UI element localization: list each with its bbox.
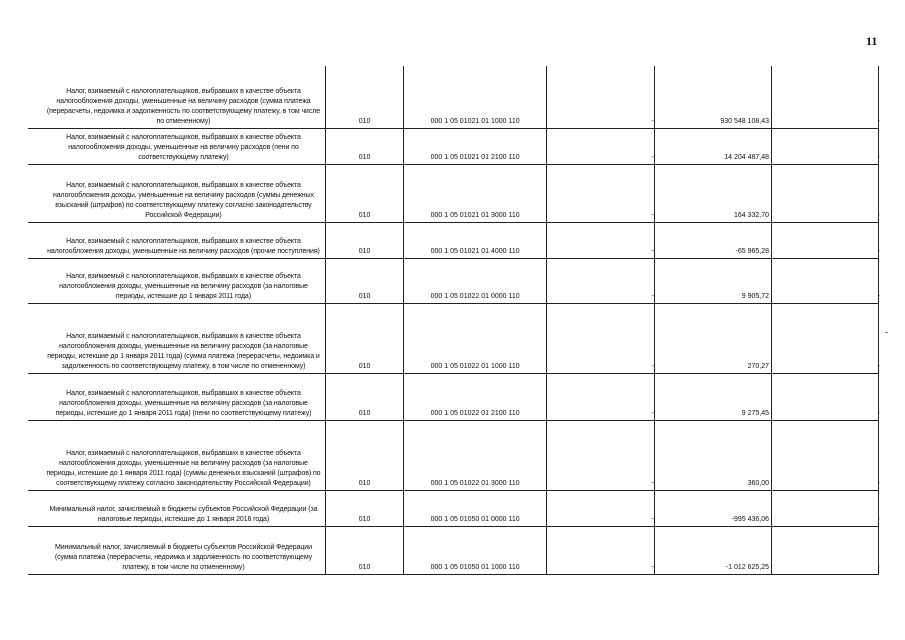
empty-cell [546,128,654,164]
dash-mark: - [651,247,654,255]
row-amount: -1 012 625,25 [654,526,771,574]
empty-cell [772,490,879,526]
empty-cell [546,303,654,373]
row-code: 010 [325,258,403,303]
dash-mark: - [651,292,654,300]
empty-cell [546,66,654,128]
table-row [28,164,879,222]
empty-cell [546,420,654,490]
dash-mark: - [877,153,880,161]
empty-cell [772,420,879,490]
margin-dash-mark: - [885,327,888,337]
dash-mark: - [877,292,880,300]
row-code: 010 [325,222,403,258]
empty-cell [772,128,879,164]
table-row [28,490,879,526]
row-code: 010 [325,373,403,420]
page-number: 11 [866,34,878,48]
dash-mark: - [651,515,654,523]
empty-cell [546,526,654,574]
dash-mark: - [651,117,654,125]
empty-cell [772,303,879,373]
dash-mark: - [877,362,880,370]
row-kbk: 000 1 05 01021 01 4000 110 [404,222,547,258]
dash-mark: - [877,247,880,255]
empty-cell [546,490,654,526]
dash-mark: - [877,563,880,571]
table-row [28,222,879,258]
table-row [28,258,879,303]
row-code: 010 [325,303,403,373]
row-name: Налог, взимаемый с налогоплательщиков, выбравших в качестве объекта налогообложения доходы, уменьшенные на величину расходов (прочие поступления) [28,222,325,258]
row-amount: 9 905,72 [654,258,771,303]
row-name: Налог, взимаемый с налогоплательщиков, выбравших в качестве объекта налогообложения доходы, уменьшенные на величину расходов (пени по соответствующему платежу) [28,128,325,164]
empty-cell [546,222,654,258]
table-row [28,526,879,574]
row-name: Налог, взимаемый с налогоплательщиков, выбравших в качестве объекта налогообложения доходы, уменьшенные на величину расходов (за налоговые периоды, истекшие до 1 января 2011 года) [28,258,325,303]
row-kbk: 000 1 05 01050 01 0000 110 [404,490,547,526]
row-code: 010 [325,66,403,128]
dash-mark: - [651,409,654,417]
dash-mark: - [651,362,654,370]
table-row [28,303,879,373]
empty-cell [546,164,654,222]
row-code: 010 [325,164,403,222]
row-amount: 164 332,70 [654,164,771,222]
row-amount: 14 204 487,48 [654,128,771,164]
row-kbk: 000 1 05 01022 01 0000 110 [404,258,547,303]
dash-mark: - [877,117,880,125]
table-row [28,66,879,128]
dash-mark: - [877,211,880,219]
row-name: Налог, взимаемый с налогоплательщиков, выбравших в качестве объекта налогообложения доходы, уменьшенные на величину расходов (сумма платежа (перерасчеты, недоимка и задолженность по соответствующему платежу, в том числе по отмененному) [28,66,325,128]
row-amount: 9 275,45 [654,373,771,420]
row-code: 010 [325,420,403,490]
empty-cell [772,66,879,128]
dash-mark: - [651,479,654,487]
dash-mark: - [651,563,654,571]
table-row [28,128,879,164]
dash-mark: - [877,515,880,523]
row-name: Налог, взимаемый с налогоплательщиков, выбравших в качестве объекта налогообложения доходы, уменьшенные на величину расходов (за налоговые периоды, истекшие до 1 января 2011 года) (сумма платежа (перерасчеты, недоимка и задолженность по соответствующему платежу, в том числе по отмененному) [28,303,325,373]
row-code: 010 [325,128,403,164]
row-name: Минимальный налог, зачисляемый в бюджеты субъектов Российской Федерации (за налоговые периоды, истекшие до 1 января 2016 года) [28,490,325,526]
empty-cell [772,164,879,222]
row-code: 010 [325,490,403,526]
row-code: 010 [325,526,403,574]
row-name: Налог, взимаемый с налогоплательщиков, выбравших в качестве объекта налогообложения доходы, уменьшенные на величину расходов (за налоговые периоды, истекшие до 1 января 2011 года) (суммы денежных взысканий (штрафов) по соответствующему платежу согласно законодательству Российской Федерации) [28,420,325,490]
row-amount: 930 548 108,43 [654,66,771,128]
row-name: Налог, взимаемый с налогоплательщиков, выбравших в качестве объекта налогообложения доходы, уменьшенные на величину расходов (суммы денежных взысканий (штрафов) по соответствующему платежу согласно законодательству Российской Федерации) [28,164,325,222]
dash-mark: - [651,153,654,161]
dash-mark: - [651,211,654,219]
row-amount: 270,27 [654,303,771,373]
empty-cell [546,373,654,420]
tax-report-table [28,66,879,575]
empty-cell [772,526,879,574]
empty-cell [772,258,879,303]
dash-mark: - [877,479,880,487]
empty-cell [546,258,654,303]
row-kbk: 000 1 05 01021 01 2100 110 [404,128,547,164]
row-amount: -65 965,28 [654,222,771,258]
empty-cell [772,373,879,420]
empty-cell [772,222,879,258]
row-kbk: 000 1 05 01021 01 3000 110 [404,164,547,222]
row-kbk: 000 1 05 01022 01 1000 110 [404,303,547,373]
row-name: Минимальный налог, зачисляемый в бюджеты субъектов Российской Федерации (сумма платежа (перерасчеты, недоимка и задолженность по соответствующему платежу, в том числе по отмененному) [28,526,325,574]
row-kbk: 000 1 05 01021 01 1000 110 [404,66,547,128]
table-row [28,420,879,490]
row-amount: -995 436,06 [654,490,771,526]
row-kbk: 000 1 05 01022 01 3000 110 [404,420,547,490]
row-kbk: 000 1 05 01050 01 1000 110 [404,526,547,574]
row-kbk: 000 1 05 01022 01 2100 110 [404,373,547,420]
table-row [28,373,879,420]
row-amount: 360,00 [654,420,771,490]
dash-mark: - [877,409,880,417]
row-name: Налог, взимаемый с налогоплательщиков, выбравших в качестве объекта налогообложения доходы, уменьшенные на величину расходов (за налоговые периоды, истекшие до 1 января 2011 года) (пени по соответствующему платежу) [28,373,325,420]
